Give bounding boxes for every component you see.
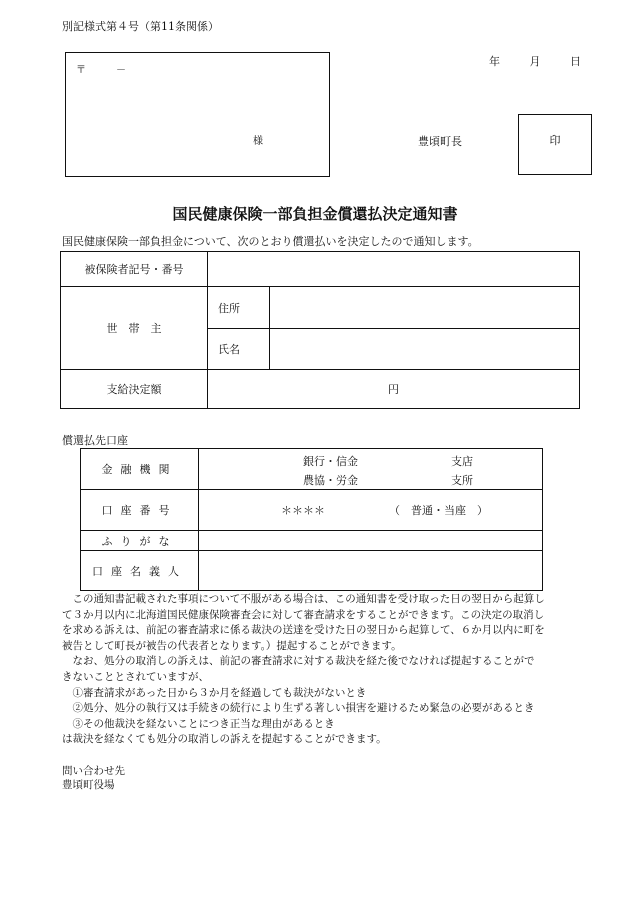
appeal-notes [62, 592, 582, 748]
benefit-table [60, 251, 580, 409]
document-title: 国民健康保険一部負担金償還払決定通知書 [172, 205, 458, 223]
note-line: きないこととされていますが、 [62, 670, 209, 683]
postal-mark: 〒 [76, 65, 86, 76]
bank-type-2: 農協・労金 [303, 474, 358, 487]
date-year: 年 [489, 55, 500, 68]
name-label: 氏名 [208, 329, 270, 370]
account-holder-value [199, 551, 543, 591]
account-holder-label: 口座名義人 [81, 551, 199, 591]
recipient-honorific: 様 [253, 136, 263, 147]
name-value [270, 329, 580, 370]
intro-text: 国民健康保険一部負担金について、次のとおり償還払いを決定したので通知します。 [62, 235, 479, 248]
note-line: は裁決を経なくても処分の取消しの訴えを提起することができます。 [62, 733, 387, 746]
issuer-mayor: 豊頃町長 [418, 135, 462, 148]
note-line: て３か月以内に北海道国民健康保険審査会に対して審査請求をすることができます。この決定の取消し [62, 608, 545, 621]
account-masked: ＊＊＊＊ [281, 504, 325, 517]
seal-box [518, 114, 592, 175]
payment-amount-label: 支給決定額 [61, 370, 208, 409]
account-number-label: 口座番号 [81, 490, 199, 531]
head-of-household-label: 世 帯 主 [61, 287, 208, 370]
note-line: なお、処分の取消しの訴えは、前記の審査請求に対する裁決を経た後でなければ提起することがで [62, 655, 535, 668]
branch-1: 支店 [451, 455, 473, 468]
date-day: 日 [570, 55, 581, 68]
insured-number-label: 被保険者記号・番号 [61, 252, 208, 287]
bank-section-title: 償還払先口座 [62, 434, 128, 447]
bank-type-1: 銀行・信金 [303, 455, 358, 468]
bank-account-table [80, 448, 543, 591]
account-type: （ 普通・当座 ） [389, 504, 488, 517]
postal-dash: － [116, 65, 126, 76]
institution-value [199, 449, 543, 490]
note-line: 被告として町長が被告の代表者となります。）提起することができます。 [62, 639, 402, 652]
note-line: ③その他裁決を経ないことにつき正当な理由があるとき [62, 717, 335, 730]
date-month: 月 [529, 55, 541, 68]
payment-amount-value: 円 [208, 370, 580, 409]
note-line: この通知書記載された事項について不服がある場合は、この通知書を受け取った日の翌日から起算し [62, 593, 545, 605]
note-line: ②処分、処分の執行又は手続きの続行により生ずる著しい損害を避けるため緊急の必要があるとき [62, 702, 535, 715]
contact-office: 豊頃町役場 [62, 779, 115, 791]
furigana-label: ふりがな [81, 531, 199, 551]
note-line: ①審査請求があった日から３か月を経過しても裁決がないとき [62, 686, 367, 699]
contact-info [62, 764, 125, 792]
contact-label: 問い合わせ先 [62, 765, 125, 777]
seal-label: 印 [549, 134, 561, 147]
form-number: 別記様式第４号（第11条関係） [62, 20, 219, 33]
branch-2: 支所 [451, 474, 473, 487]
furigana-value [199, 531, 543, 551]
address-value [270, 287, 580, 329]
postal-code [76, 61, 126, 76]
account-number-value [199, 490, 543, 531]
address-label: 住所 [208, 287, 270, 329]
recipient-address-box [65, 52, 330, 177]
insured-number-value [208, 252, 580, 287]
institution-label: 金融機関 [81, 449, 199, 490]
issue-date [489, 53, 581, 69]
note-line: を求める訴えは、前記の審査請求に係る裁決の送達を受けた日の翌日から起算して、６か月以内に町を [62, 624, 545, 637]
